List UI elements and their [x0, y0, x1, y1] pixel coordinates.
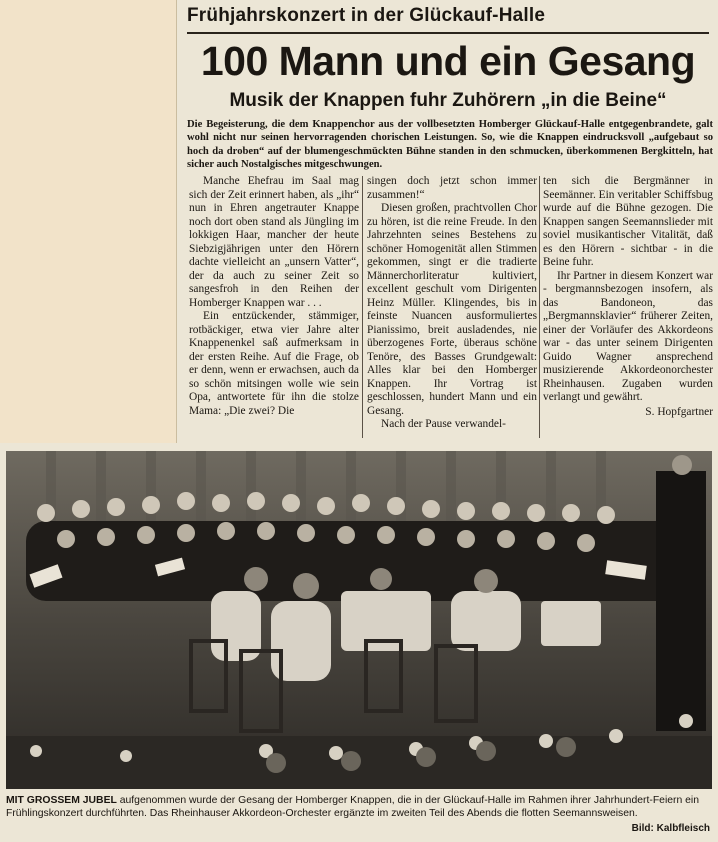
article-clipping: [176, 0, 718, 443]
caption-text: aufgenommen wurde der Gesang der Homberger Knappen, die in der Glückauf-Halle im Rahmen ihrer Jahrhundert-Feiern ein Frühlingskonzert durchführten. Das Rheinhauser Akkordeon-Orchester ergänzte im zweiten Teil des Abends die flotten Seemannsweisen.: [6, 795, 700, 819]
photo-section: [0, 443, 718, 842]
paragraph: ten sich die Bergmänner in Seemänner. Ein veritabler Schiffsbug wurde auf die Bühne gezogen. Die Knappen sangen Seemannslieder mit soviel musikantischer Vitalität, daß es den Hörern - sichtbar - in die Beine fuhr.: [543, 175, 713, 268]
paragraph: Nach der Pause verwandel-: [381, 418, 506, 430]
article-headline: 100 Mann und ein Gesang: [200, 38, 696, 84]
article-lead: Die Begeisterung, die dem Knappenchor aus der vollbesetzten Homberger Glückauf-Halle entgegenbrandete, galt wohl nicht nur seinen hervorragenden chorischen Leistungen. So, wie die Knappen eindrucksvoll „aufgebaut so hoch da droben“ auf der blumengeschmückten Bühne standen in den schmucken, überkommenen Bergkitteln, hat sicher auch Nostalgisches mitgeschwungen.: [187, 119, 713, 171]
concert-photo-illustration: [6, 451, 712, 789]
blank-paper-area: [0, 0, 176, 443]
concert-photo: [6, 451, 712, 789]
author-byline: S. Hopfgartner: [645, 405, 713, 418]
article-subhead: Musik der Knappen fuhr Zuhörern „in die Beine“: [229, 90, 667, 111]
paragraph: Diesen großen, prachtvollen Chor zu hören, ist die reine Freude. In den Jahrzehnten seines Bestehens zu schöner Homogenität allen Stimmen gekommen, singt er die tradierte Männerchorliteratur kultiviert, excellent geschult vom Dirigenten Heinz Müller. Klingendes, bis in feinste Nuancen ausformuliertes Pianissimo, breit ausladendes, nie überzogenes Forte, überaus schöne Tenöre, des Basses Grundgewalt: Alles klar bei den Homberger Knappen. Ihr Vortrag ist geschlossen, hundert Mann und ein Gesang.: [367, 202, 537, 417]
headline-rule: [187, 32, 709, 34]
caption-lead: MIT GROSSEM JUBEL: [6, 795, 117, 806]
column-divider: [362, 176, 363, 438]
photo-credit: Bild: Kalbfleisch: [631, 823, 710, 834]
article-column-1: [189, 175, 359, 418]
column-divider: [539, 176, 540, 438]
paragraph: singen doch jetzt schon immer zusammen!“: [367, 175, 537, 201]
article-column-3: [543, 175, 713, 419]
photo-caption: [6, 795, 712, 820]
article-column-2: [367, 175, 537, 432]
paragraph: Ihr Partner in diesem Konzert war - bergmannsbezogen insofern, als das Bandoneon, das „Bergmannsklavier“ früherer Zeiten, einer der Vorläufer des Akkordeons war - das unter seinem Dirigenten Guido Wagner ansprechend musizierende Akkordeonorchester Rheinhausen. Zugaben wurden verlangt und gewährt.: [543, 269, 713, 403]
article-kicker: Frühjahrskonzert in der Glückauf-Halle: [187, 5, 546, 26]
paragraph: Manche Ehefrau im Saal mag sich der Zeit erinnert haben, als „ihr“ nun in Ehren angetrauter Knappe noch dort oben stand als Jüngling im lokkigen Haar, mancher der heute Siebzigjährigen unter den Hörern dachte vielleicht an „unsern Vatter“, der da auch zu seiner Zeit so sangesfroh in den Reihen der Homberger Knappen war . . .: [189, 175, 359, 309]
paragraph: Ein entzückender, stämmiger, rotbäckiger, etwa vier Jahre alter Knappenenkel saß aufmerksam in der ersten Reihe. Auf die Frage, ob er denn, wenn er erwachsen, auch da so schön mitsingen wolle wie sein Opa, antwortete für ihn die stolze Mama: „Die zwei? Die: [189, 310, 359, 417]
